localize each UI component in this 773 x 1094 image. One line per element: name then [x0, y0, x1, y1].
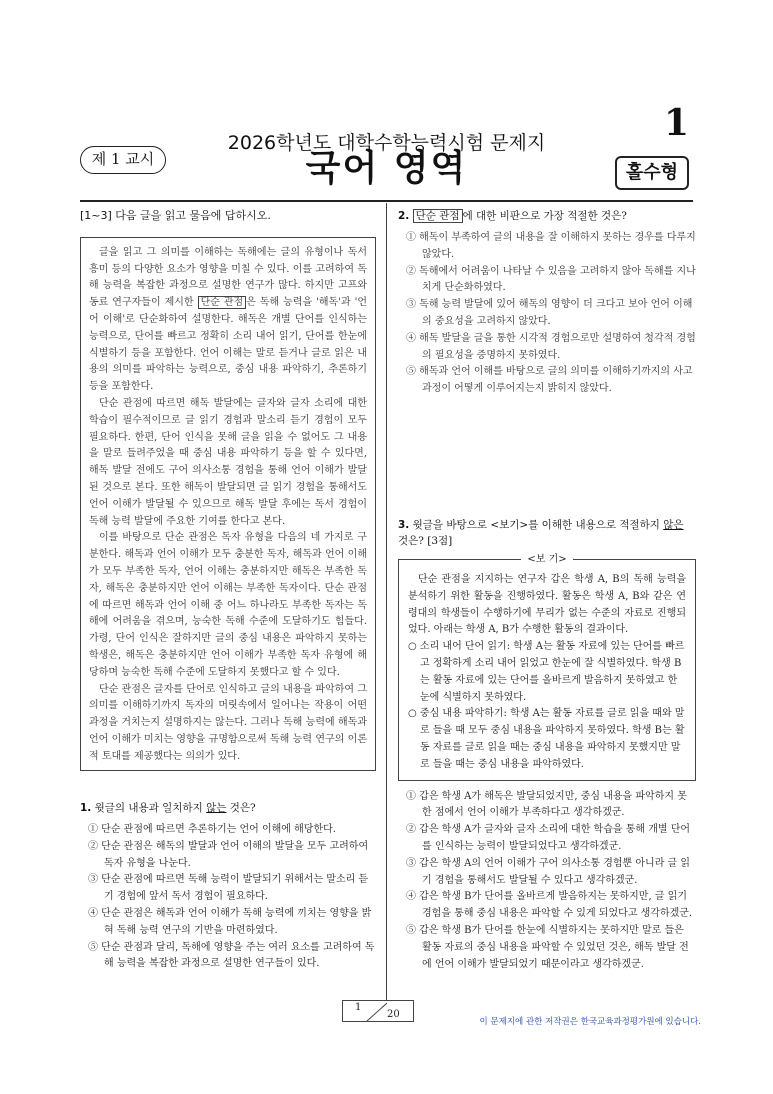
question-3-stem: 3. 윗글을 바탕으로 <보기>를 이해한 내용으로 적절하지 않은 것은? [3점] [398, 519, 684, 547]
passage-paragraph-3: 이를 바탕으로 단순 관점은 독자 유형을 다음의 네 가지로 구분한다. 해독과 언어 이해가 모두 충분한 독자, 해독과 언어 이해가 모두 부족한 독자, 언어 이해는 충분하지만 해독은 부족한 독자, 해독은 충분하지만 언어 이해는 부족한 독자이다. 단순 관점에 따르면 해독과 언어 이해 중 어느 하나라도 부족한 독자는 독해에 어려움을 겪으며, 능숙한 독해 수준에 도달하기도 힘들다. 가령, 단어 인식은 잘하지만 글의 중심 내용은 파악하지 못하는 학생은, 해독은 충분하지만 언어 이해가 부족한 독자 유형에 해당하며 능숙한 독해 수준에 도달하지 못했다고 할 수 있다. [89, 532, 367, 678]
slash-divider [343, 1001, 415, 1023]
footer-total: 20 [387, 1009, 400, 1020]
bogi-item-2: ○ 중심 내용 파악하기: 학생 A는 활동 자료를 글로 읽을 때와 말로 들을 때 모두 중심 내용을 파악하지 못하였다. 학생 B는 활동 자료를 글로 읽을 때는 중심 내용을 파악하지 못했지만 말로 들을 때는 중심 내용을 파악하였다. [408, 708, 685, 770]
question-1-stem: 1. 윗글의 내용과 일치하지 않는 것은? [80, 802, 256, 814]
question-3 [398, 517, 696, 973]
question-2 [398, 208, 696, 398]
instruction: [1~3] 다음 글을 읽고 물음에 답하시오. [80, 209, 271, 222]
q1-option-4[interactable]: ④ 단순 관점은 해독과 언어 이해가 독해 능력에 끼치는 영향을 밝혀 독해 능력 연구의 기반을 마련하였다. [88, 907, 372, 936]
q2-option-5[interactable]: ⑤ 해독과 언어 이해를 바탕으로 글의 의미를 이해하기까지의 사고 과정이 어떻게 이루어지는지 밝히지 않았다. [406, 366, 693, 395]
boxed-term: 단순 관점 [198, 296, 247, 309]
q1-option-3[interactable]: ③ 단순 관점에 따르면 독해 능력이 발달되기 위해서는 말소리 듣기 경험에 앞서 독서 경험이 필요하다. [88, 874, 369, 903]
left-column [80, 208, 376, 771]
column-divider [386, 203, 387, 1000]
exam-title: 2026학년도 대학수학능력시험 문제지 [227, 132, 546, 154]
q3-option-4[interactable]: ④ 갑은 학생 B가 단어를 올바르게 발음하지는 못하지만, 글 읽기 경험을 통해 중심 내용은 파악할 수 있게 되었다고 생각하겠군. [406, 891, 693, 920]
period-badge: 제 1 교시 [80, 146, 166, 174]
q3-option-3[interactable]: ③ 갑은 학생 A의 언어 이해가 구어 의사소통 경험뿐 아니라 글 읽기 경험을 통해서도 발달될 수 있다고 생각하겠군. [406, 857, 691, 886]
type-badge: 홀수형 [615, 156, 689, 190]
q3-option-2[interactable]: ② 갑은 학생 A가 글자와 글자 소리에 대한 학습을 통해 개별 단어를 인식하는 능력이 발달되었다고 생각하겠군. [406, 824, 691, 852]
passage-paragraph-1: 글을 읽고 그 의미를 이해하는 독해에는 글의 유형이나 독서 흥미 등의 다양한 요소가 영향을 미칠 수 있다. 이를 고려하여 독해 능력을 복잡한 과정으로 설명한 연구가 많다. 하지만 고프와 동료 연구자들이 제시한 단순 관점 은 독해 능력을 '해독'과 '언어 이해'로 단순화하여 설명한다. 해독은 개별 단어를 인식하는 능력으로, 단어를 빠르고 정확히 소리 내어 읽기, 단어를 한눈에 식별하기 등을 포함한다. 언어 이해는 말로 듣거나 글로 읽은 내용의 의미를 파악하는 능력으로, 중심 내용 파악하기, 추론하기 등을 포함한다. [89, 246, 367, 393]
passage-box [80, 237, 376, 771]
footer-page: 1 [355, 1002, 362, 1013]
passage-paragraph-2: 단순 관점에 따르면 해독 발달에는 글자와 글자 소리에 대한 학습이 필수적이므로 글 읽기 경험과 말소리 듣기 경험이 모두 필요하다. 한편, 단어 인식을 못해 글을 읽을 수 없어도 그 내용을 말로 들려주었을 때 중심 내용 파악하기 등을 할 수 있다면, 해독 발달 전에도 구어 의사소통 경험을 통해 언어 이해가 발달된 것으로 본다. 또한 해독이 발달되면 글 읽기 경험을 통해서도 언어 이해가 발달될 수 있으므로 해독 발달 후에는 독서 경험이 독해 능력 발달에 주요한 기여를 한다고 본다. [89, 397, 367, 527]
question-1 [80, 800, 376, 973]
bogi-item-1: ○ 소리 내어 단어 읽기: 학생 A는 활동 자료에 있는 단어를 빠르고 정확하게 소리 내어 읽었고 한눈에 잘 식별하였다. 학생 B는 활동 자료에 있는 단어를 올바르게 발음하지 못하였고 한눈에 식별하지 못하였다. [408, 641, 685, 703]
bogi-intro: 단순 관점을 지지하는 연구자 갑은 학생 A, B의 독해 능력을 분석하기 위한 활동을 진행하였다. 활동은 학생 A, B와 같은 연령대의 학생들이 수행하기에 무리가 없는 수준의 자료로 진행되었다. 아래는 학생 A, B가 수행한 활동의 결과이다. [408, 574, 686, 636]
q2-option-4[interactable]: ④ 해독 발달을 글을 통한 시각적 경험으로만 설명하여 청각적 경험의 필요성을 증명하지 못하였다. [406, 332, 696, 361]
header-rule [80, 200, 693, 202]
bogi-box [398, 554, 696, 781]
page-indicator [342, 1000, 414, 1022]
q1-option-2[interactable]: ② 단순 관점은 해독의 발달과 언어 이해의 발달을 모두 고려하여 독자 유형을 나눈다. [88, 840, 369, 869]
q1-option-5[interactable]: ⑤ 단순 관점과 달리, 독해에 영향을 주는 여러 요소를 고려하여 독해 능력을 복잡한 과정으로 설명한 연구들이 있다. [88, 941, 375, 970]
copyright-notice: 이 문제지에 관한 저작권은 한국교육과정평가원에 있습니다. [479, 1017, 701, 1027]
subject-title: 국어 영역 [305, 148, 468, 189]
q2-option-3[interactable]: ③ 독해 능력 발달에 있어 해독의 영향이 더 크다고 보아 언어 이해의 중요성을 고려하지 않았다. [406, 299, 693, 327]
q2-option-1[interactable]: ① 해독이 부족하여 글의 내용을 잘 이해하지 못하는 경우를 다루지 않았다. [406, 232, 696, 260]
q3-option-5[interactable]: ⑤ 갑은 학생 B가 단어를 한눈에 식별하지는 못하지만 말로 들은 활동 자료의 중심 내용을 파악할 수 있었던 것은, 해독 발달 전에 언어 이해가 발달되었기 때문이라고 생각하겠군. [406, 924, 689, 970]
q2-option-2[interactable]: ② 독해에서 어려움이 나타날 수 있음을 고려하지 않아 독해를 지나치게 단순화하였다. [406, 265, 696, 294]
bogi-label: <보 기> [521, 554, 572, 565]
q1-option-1[interactable]: ① 단순 관점에 따르면 추론하기는 언어 이해에 해당한다. [88, 824, 336, 835]
q3-option-1[interactable]: ① 갑은 학생 A가 해독은 발달되었지만, 중심 내용을 파악하지 못한 점에서 언어 이해가 부족하다고 생각하겠군. [406, 790, 687, 819]
page-number: 1 [663, 102, 689, 144]
question-2-stem: 2. 단순 관점 에 대한 비판으로 가장 적절한 것은? [398, 210, 627, 222]
passage-paragraph-4: 단순 관점은 글자를 단어로 인식하고 글의 내용을 파악하여 그 의미를 이해하기까지 독자의 머릿속에서 일어나는 작용이 어떤 과정을 거치는지 설명하지는 않는다. 그러나 독해 능력에 해독과 언어 이해가 미치는 영향을 규명함으로써 독해 능력 연구의 이론적 토대를 제공했다는 의의가 있다. [89, 683, 367, 762]
